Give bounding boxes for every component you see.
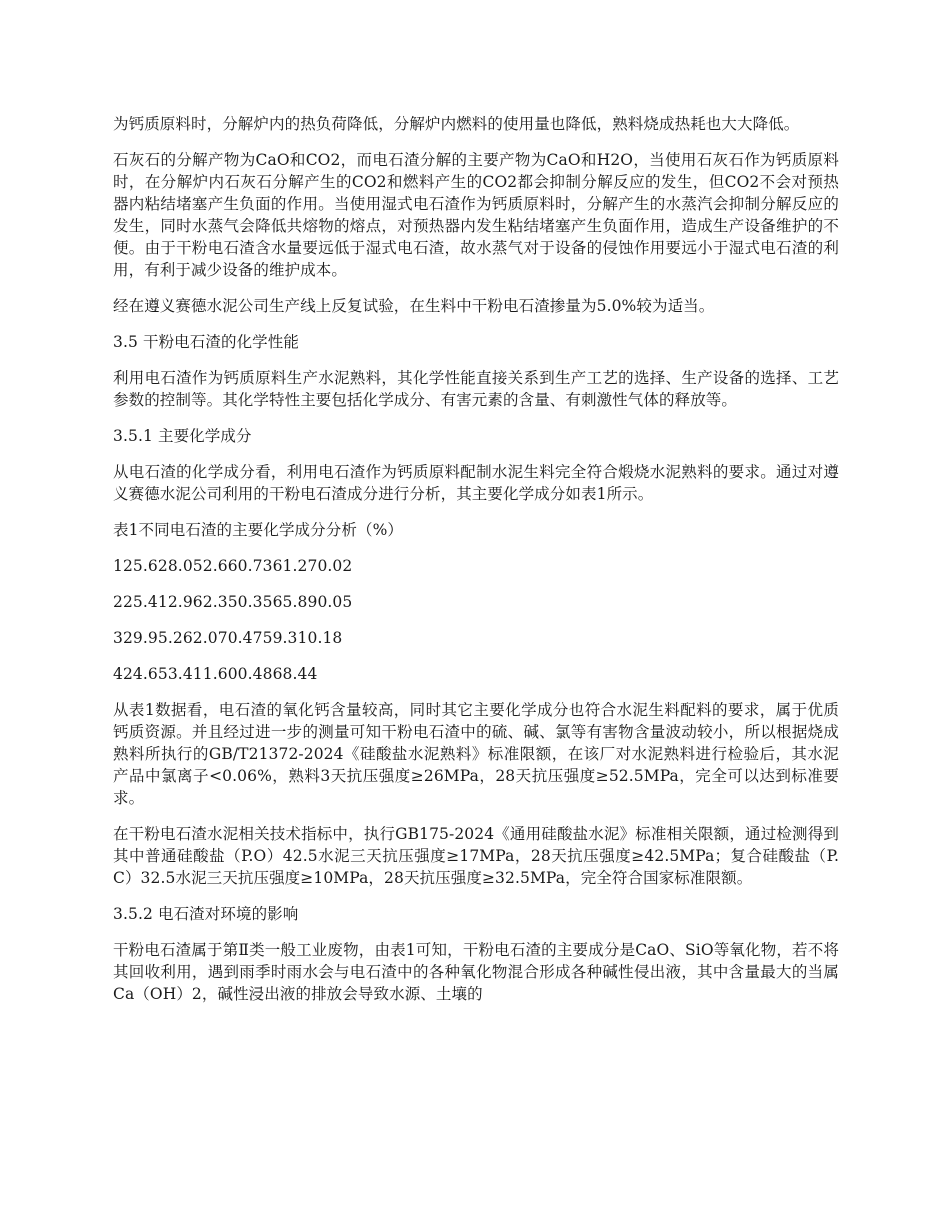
table-row: 329.95.262.070.4759.310.18 [113,629,343,647]
paragraph-calcium-raw-material: 为钙质原料时，分解炉内的热负荷降低，分解炉内燃料的使用量也降低，熟料烧成热耗也大大降低。 [113,115,800,133]
document-body [113,113,839,1019]
table-row: 125.628.052.660.7361.270.02 [113,557,353,575]
paragraph-chemical-performance: 利用电石渣作为钙质原料生产水泥熟料，其化学性能直接关系到生产工艺的选择、生产设备的选择、工艺参数的控制等。其化学特性主要包括化学成分、有害元素的含量、有刺激性气体的释放等。 [113,369,839,409]
paragraph-decomposition-products: 石灰石的分解产物为CaO和CO2，而电石渣分解的主要产物为CaO和H2O，当使用石灰石作为钙质原料时，在分解炉内石灰石分解产生的CO2和燃料产生的CO2都会抑制分解反应的发生，但CO2不会对预热器内粘结堵塞产生负面的作用。当使用湿式电石渣作为钙质原料时，分解产生的水蒸汽会抑制分解反应的发生，同时水蒸气会降低共熔物的熔点，对预热器内发生粘结堵塞产生负面作用，造成生产设备维护的不便。由于干粉电石渣含水量要远低于湿式电石渣，故水蒸气对于设备的侵蚀作用要远小于湿式电石渣的利用，有利于减少设备的维护成本。 [113,151,839,279]
table-row: 424.653.411.600.4868.44 [113,665,318,683]
table-caption: 表1不同电石渣的主要化学成分分析（%） [113,521,403,539]
paragraph-dosage-test: 经在遵义赛德水泥公司生产线上反复试验，在生料中干粉电石渣掺量为5.0%较为适当。 [113,297,715,315]
paragraph-table-analysis: 从表1数据看，电石渣的氧化钙含量较高，同时其它主要化学成分也符合水泥生料配料的要求，属于优质钙质资源。并且经过进一步的测量可知干粉电石渣中的硫、碱、氯等有害物含量波动较小，所以根据烧成熟料所执行的GB/T21372-2024《硅酸盐水泥熟料》标准限额，在该厂对水泥熟料进行检验后，其水泥产品中氯离子<0.06%，熟料3天抗压强度≥26MPa，28天抗压强度≥52.5MPa，完全可以达到标准要求。 [113,701,839,807]
section-heading-3-5: 3.5 干粉电石渣的化学性能 [113,333,299,351]
paragraph-environment-impact: 干粉电石渣属于第Ⅱ类一般工业废物，由表1可知，干粉电石渣的主要成分是CaO、SiO等氧化物，若不将其回收利用，遇到雨季时雨水会与电石渣中的各种氧化物混合形成各种碱性侵出液，其中含量最大的当属Ca（OH）2，碱性浸出液的排放会导致水源、土壤的 [113,941,839,1003]
section-heading-3-5-1: 3.5.1 主要化学成分 [113,427,252,445]
paragraph-chemical-composition: 从电石渣的化学成分看，利用电石渣作为钙质原料配制水泥生料完全符合煅烧水泥熟料的要求。通过对遵义赛德水泥公司利用的干粉电石渣成分进行分析，其主要化学成分如表1所示。 [113,463,839,503]
paragraph-cement-indicators: 在干粉电石渣水泥相关技术指标中，执行GB175-2024《通用硅酸盐水泥》标准相关限额，通过检测得到其中普通硅酸盐（P.O）42.5水泥三天抗压强度≥17MPa，28天抗压强度≥42.5MPa；复合硅酸盐（P.C）32.5水泥三天抗压强度≥10MPa，28天抗压强度≥32.5MPa，完全符合国家标准限额。 [113,825,839,887]
section-heading-3-5-2: 3.5.2 电石渣对环境的影响 [113,905,299,923]
table-row: 225.412.962.350.3565.890.05 [113,593,353,611]
